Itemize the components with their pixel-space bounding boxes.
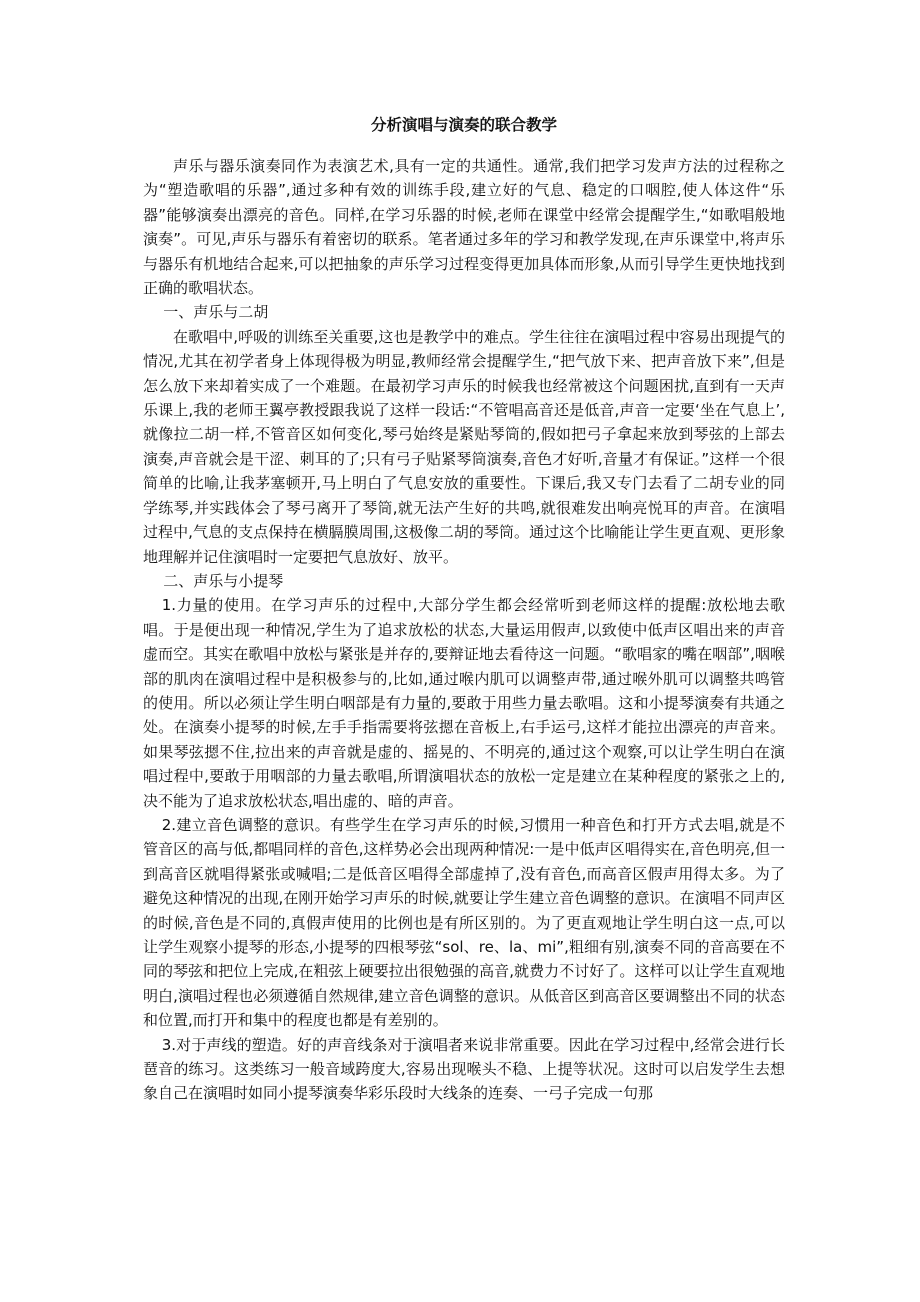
- paragraph-intro: 声乐与器乐演奏同作为表演艺术,具有一定的共通性。通常,我们把学习发声方法的过程称之为“塑造歌唱的乐器”,通过多种有效的训练手段,建立好的气息、稳定的口咽腔,使人体这件“乐器”能够演奏出漂亮的音色。同样,在学习乐器的时候,老师在课堂中经常会提醒学生,“如歌唱般地演奏”。可见,声乐与器乐有着密切的联系。笔者通过多年的学习和教学发现,在声乐课堂中,将声乐与器乐有机地结合起来,可以把抽象的声乐学习过程变得更加具体而形象,从而引导学生更快地找到正确的歌唱状态。: [143, 157, 785, 298]
- section-heading-erhu: 一、声乐与二胡: [163, 303, 269, 322]
- paragraph-violin-1: 1.力量的使用。在学习声乐的过程中,大部分学生都会经常听到老师这样的提醒:放松地去歌唱。于是便出现一种情况,学生为了追求放松的状态,大量运用假声,以致使中低声区唱出来的声音虚而空。其实在歌唱中放松与紧张是并存的,要辩证地去看待这一问题。“歌唱家的嘴在咽部”,咽喉部的肌肉在演唱过程中是积极参与的,比如,通过喉内肌可以调整声带,通过喉外肌可以调整共鸣管的使用。所以必须让学生明白咽部是有力量的,要敢于用些力量去歌唱。这和小提琴演奏有共通之处。在演奏小提琴的时候,左手手指需要将弦摁在音板上,右手运弓,这样才能拉出漂亮的声音来。如果琴弦摁不住,拉出来的声音就是虚的、摇晃的、不明亮的,通过这个观察,可以让学生明白在演唱过程中,要敢于用咽部的力量去歌唱,所谓演唱状态的放松一定是建立在某种程度的紧张之上的,决不能为了追求放松状态,唱出虚的、暗的声音。: [143, 596, 785, 810]
- paragraph-erhu: 在歌唱中,呼吸的训练至关重要,这也是教学中的难点。学生往往在演唱过程中容易出现提气的情况,尤其在初学者身上体现得极为明显,教师经常会提醒学生,“把气放下来、把声音放下来”,但是怎么放下来却着实成了一个难题。在最初学习声乐的时候我也经常被这个问题困扰,直到有一天声乐课上,我的老师王翼亭教授跟我说了这样一段话:“不管唱高音还是低音,声音一定要‘坐在气息上’,就像拉二胡一样,不管音区如何变化,琴弓始终是紧贴琴筒的,假如把弓子拿起来放到琴弦的上部去演奏,声音就会是干涩、刺耳的了;只有弓子贴紧琴筒演奏,音色才好听,音量才有保证。”这样一个很简单的比喻,让我茅塞顿开,马上明白了气息安放的重要性。下课后,我又专门去看了二胡专业的同学练琴,并实践体会了琴弓离开了琴筒,就无法产生好的共鸣,就很难发出响亮悦耳的声音。在演唱过程中,气息的支点保持在横膈膜周围,这极像二胡的琴筒。通过这个比喻能让学生更直观、更形象地理解并记住演唱时一定要把气息放好、放平。: [143, 327, 785, 566]
- section-heading-violin: 二、声乐与小提琴: [163, 571, 284, 590]
- document-page: [143, 112, 785, 1106]
- paragraph-violin-2: 2.建立音色调整的意识。有些学生在学习声乐的时候,习惯用一种音色和打开方式去唱,就是不管音区的高与低,都唱同样的音色,这样势必会出现两种情况:一是中低声区唱得实在,音色明亮,但一到高音区就唱得紧张或喊唱;二是低音区唱得全部虚掉了,没有音色,而高音区假声用得太多。为了避免这种情况的出现,在刚开始学习声乐的时候,就要让学生建立音色调整的意识。在演唱不同声区的时候,音色是不同的,真假声使用的比例也是有所区别的。为了更直观地让学生明白这一点,可以让学生观察小提琴的形态,小提琴的四根琴弦“sol、re、la、mi”,粗细有别,演奏不同的音高要在不同的琴弦和把位上完成,在粗弦上硬要拉出很勉强的高音,就费力不讨好了。这样可以让学生直观地明白,演唱过程也必须遵循自然规律,建立音色调整的意识。从低音区到高音区要调整出不同的状态和位置,而打开和集中的程度也都是有差别的。: [143, 815, 785, 1030]
- paragraph-violin-3: 3.对于声线的塑造。好的声音线条对于演唱者来说非常重要。因此在学习过程中,经常会进行长琶音的练习。这类练习一般音域跨度大,容易出现喉头不稳、上提等状况。这时可以启发学生去想象自己在演唱时如同小提琴演奏华彩乐段时大线条的连奏、一弓子完成一句那: [143, 1035, 785, 1103]
- document-title: 分析演唱与演奏的联合教学: [370, 116, 557, 134]
